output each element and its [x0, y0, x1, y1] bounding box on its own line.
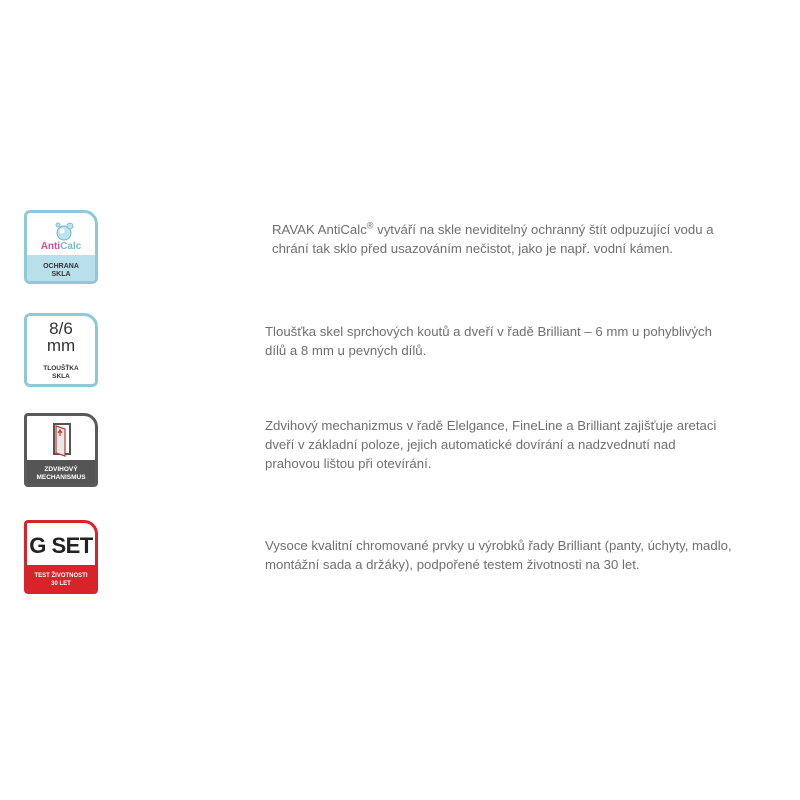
- lifting-door-icon: [51, 422, 75, 458]
- badge-caption: TLOUŠŤKA SKLA: [43, 365, 79, 380]
- anticalc-badge: [24, 210, 98, 284]
- glass-thickness-badge: [24, 313, 98, 387]
- feature-description: Zdvihový mechanizmus v řadě Elelgance, FineLine a Brilliant zajišťuje aretaci dveří v základní poloze, jejich automatické dovírání a nadzvednutí nad prahovou lištou při otevírání.: [265, 418, 717, 471]
- anticalc-logo-text: AntiCalc: [40, 241, 82, 252]
- badge-caption: TEST ŽIVOTNOSTI 30 LET: [34, 573, 88, 587]
- gset-badge: [24, 520, 98, 594]
- badge-caption: OCHRANA SKLA: [43, 263, 79, 278]
- feature-description: Vysoce kvalitní chromované prvky u výrobků řady Brilliant (panty, úchyty, madlo, montážní sada a držáky), podpořené testem životnosti na 30 let.: [265, 538, 732, 572]
- thickness-value: 8/6 mm: [46, 319, 76, 355]
- gset-logo-text: G SET: [29, 533, 93, 558]
- feature-description: Tloušťka skel sprchových koutů a dveří v řadě Brilliant – 6 mm u pohyblivých dílů a 8 mm u pevných dílů.: [265, 324, 712, 358]
- badge-caption: ZDVIHOVÝ MECHANISMUS: [36, 466, 86, 481]
- water-drops-icon: [53, 221, 75, 243]
- lifting-mechanism-badge: [24, 413, 98, 487]
- feature-description: RAVAK AntiCalc® vytváří na skle neviditelný ochranný štít odpuzující vodu a chrání tak sklo před usazováním nečistot, jako je např. vodní kámen.: [272, 220, 714, 256]
